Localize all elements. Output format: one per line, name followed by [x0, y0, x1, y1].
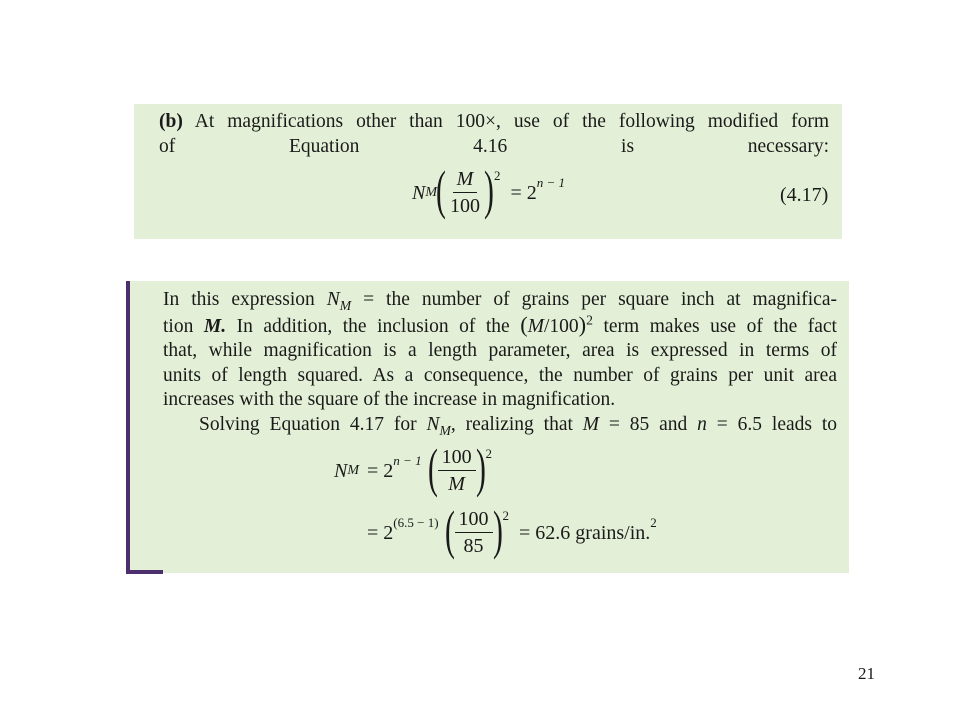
page-number: 21 [858, 664, 875, 683]
eq1-fraction [438, 446, 476, 496]
left-paren: ( [436, 160, 446, 220]
solution-left-rule [126, 281, 130, 574]
eq1-fraction-numerator: 100 [438, 446, 476, 471]
eq1-symbol-N: N [334, 459, 348, 482]
solution-line-4: units of length squared. As a consequence, the number of grains per unit area [163, 364, 837, 386]
eq1-rhs: = 2 [367, 459, 394, 482]
solution-line-6: Solving Equation 4.17 for $N_M$, realizing that M = 85 and n = 6.5 leads to [199, 413, 838, 438]
solution-equation-2 [367, 500, 657, 560]
part-b-text [159, 110, 829, 159]
equation-4-17: N M ( $\frac{M}{100}$ ) 2 = 2 n − 1 [412, 160, 566, 220]
eq2-rhs: = 2 [367, 521, 394, 544]
rhs-exponent: n − 1 [536, 175, 566, 190]
paren-exponent: 2 [493, 168, 501, 183]
eq-rhs: = 2 [510, 181, 537, 204]
solution-line-3: that, while magnification is a length parameter, area is expressed in terms of [163, 340, 837, 361]
solution-line-1: In this expression $N_M$ = the number of grains per square inch at magnifica- [163, 289, 837, 313]
eq2-fraction-numerator: 100 [455, 508, 493, 533]
eq1-right-paren: ) [475, 438, 486, 498]
eq2-left-paren: ( [444, 500, 455, 560]
eq1-left-paren: ( [427, 438, 438, 498]
fraction-denominator: 100 [450, 195, 480, 217]
eq2-fraction-denominator: 85 [463, 535, 484, 557]
eq-symbol-N: N [412, 181, 426, 204]
solution-equation-1: N M = 2 n − 1 ( $\frac{100}{M}$ ) 2 [334, 438, 493, 498]
equation-number: (4.17) [780, 184, 829, 206]
fraction-numerator: M [453, 168, 478, 193]
eq2-result: = 62.6 grains/in. [519, 521, 651, 544]
right-paren: ) [484, 160, 494, 220]
solution-line-5: increases with the square of the increase in magnification. [163, 389, 616, 410]
eq1-fraction-denominator: M [448, 473, 465, 495]
solution-text [163, 288, 837, 437]
eq2-fraction [455, 508, 493, 558]
eq1-paren-exponent: 2 [485, 446, 493, 461]
part-b-line1: At magnifications other than 100×, use of the following modified form [194, 111, 829, 132]
part-b-line2: of Equation 4.16 is necessary: [159, 135, 829, 157]
eq2-exponent: (6.5 − 1) [393, 515, 439, 530]
eq1-exponent: n − 1 [393, 453, 422, 468]
eq2-right-paren: ) [492, 500, 503, 560]
part-b-label: (b) [159, 111, 183, 132]
eq2-result-exponent: 2 [650, 515, 657, 530]
solution-bottom-rule [126, 570, 163, 574]
eq2-paren-exponent: 2 [502, 508, 509, 523]
solution-line-2: tion M. In addition, the inclusion of the $(M/100)^2$ term makes use of the fact [163, 311, 837, 337]
fraction [446, 168, 484, 218]
